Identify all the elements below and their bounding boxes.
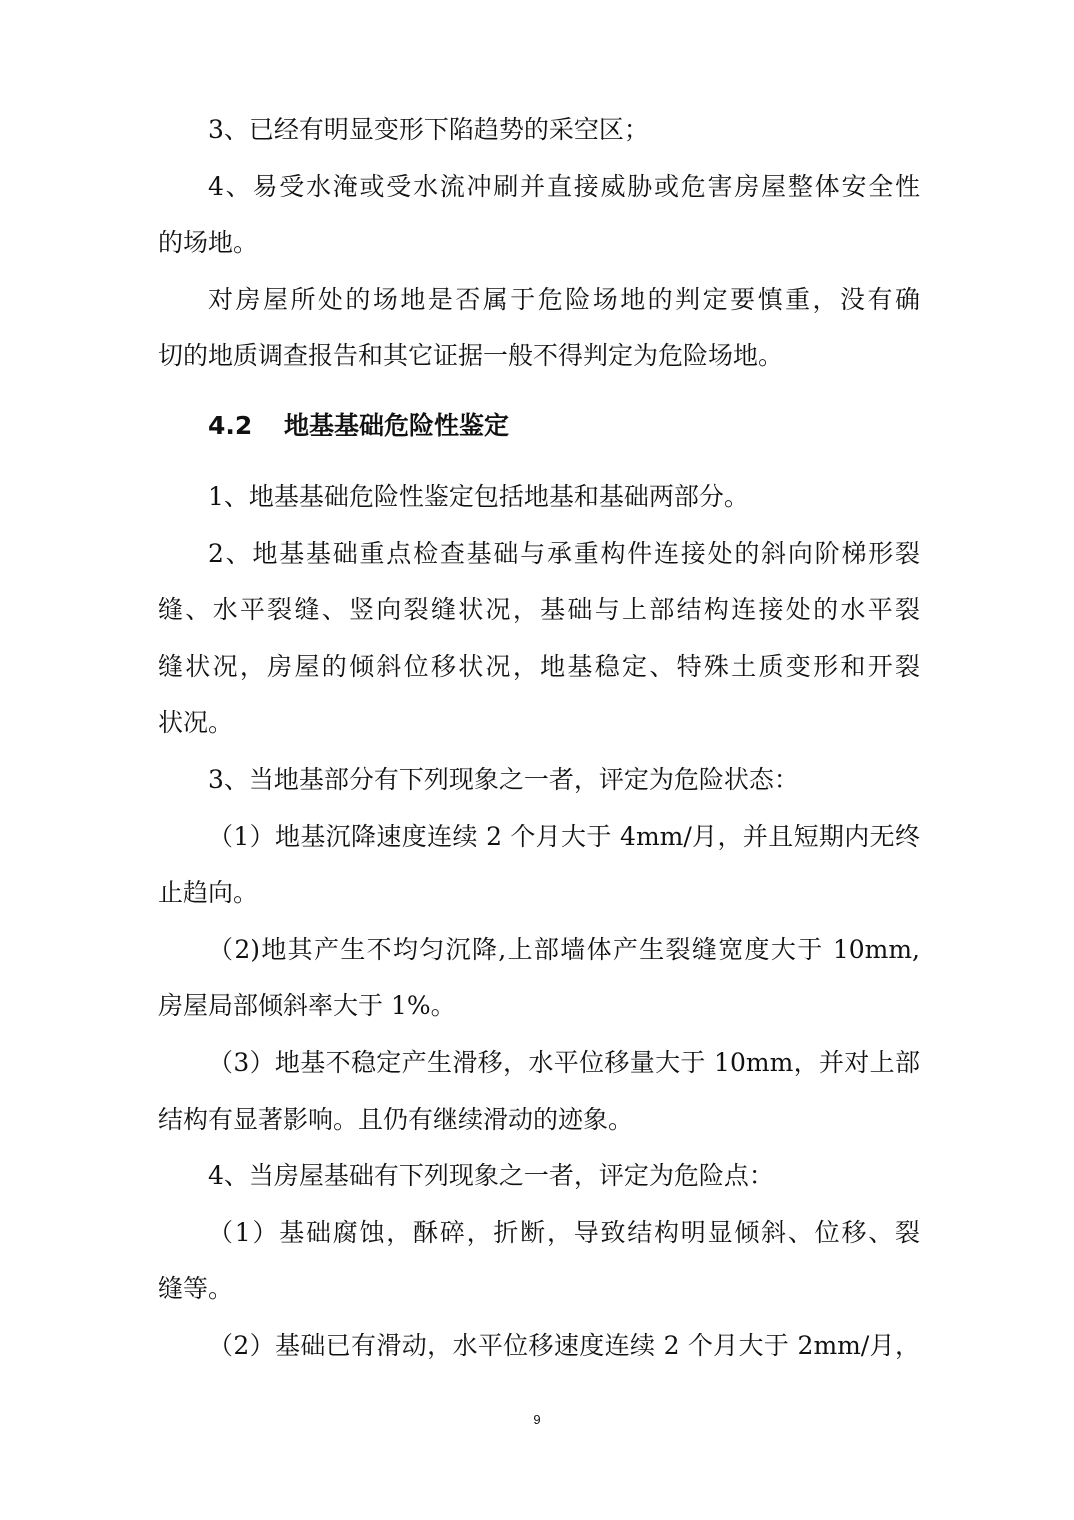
paragraphs-before-section: [158, 102, 920, 385]
text-line: 房屋局部倾斜率大于 1%。: [158, 991, 456, 1021]
text-line: 缝等。: [158, 1274, 234, 1304]
paragraph: [158, 102, 920, 159]
paragraph: [158, 1318, 920, 1375]
text-line: （2)地其产生不均匀沉降,上部墙体产生裂缝宽度大于 10mm,: [208, 934, 920, 964]
paragraph: [158, 272, 920, 385]
text-line: （1）地基沉降速度连续 2 个月大于 4mm/月，并且短期内无终: [208, 821, 920, 851]
paragraph: [158, 469, 920, 526]
text-line: 缝、水平裂缝、竖向裂缝状况，基础与上部结构连接处的水平裂: [158, 595, 920, 625]
text-line: 切的地质调查报告和其它证据一般不得判定为危险场地。: [158, 341, 784, 371]
paragraphs-after-section: [158, 469, 920, 1375]
paragraph: [158, 1205, 920, 1318]
section-number: 4.2: [208, 410, 253, 440]
text-line: （2）基础已有滑动，水平位移速度连续 2 个月大于 2mm/月，: [208, 1330, 920, 1360]
page-number: 9: [533, 1412, 541, 1427]
paragraph: [158, 1035, 920, 1148]
text-line: 状况。: [158, 708, 234, 738]
text-line: 对房屋所处的场地是否属于危险场地的判定要慎重，没有确: [208, 284, 920, 314]
paragraph: [158, 752, 920, 809]
text-line: 止趋向。: [158, 878, 259, 908]
text-line: 缝状况，房屋的倾斜位移状况，地基稳定、特殊土质变形和开裂: [158, 651, 920, 681]
text-line: 2、地基基础重点检查基础与承重构件连接处的斜向阶梯形裂: [208, 538, 920, 568]
text-line: 1、地基基础危险性鉴定包括地基和基础两部分。: [208, 481, 749, 511]
text-line: 4、当房屋基础有下列现象之一者，评定为危险点：: [208, 1161, 774, 1191]
text-line: 结构有显著影响。且仍有继续滑动的迹象。: [158, 1104, 634, 1134]
section-title: 地基基础危险性鉴定: [284, 410, 510, 440]
paragraph: [158, 922, 920, 1035]
document-body: [158, 102, 920, 1374]
text-line: （1）基础腐蚀，酥碎，折断，导致结构明显倾斜、位移、裂: [208, 1217, 920, 1247]
paragraph: [158, 1148, 920, 1205]
paragraph: [158, 159, 920, 272]
paragraph: [158, 809, 920, 922]
text-line: 的场地。: [158, 228, 259, 258]
text-line: （3）地基不稳定产生滑移，水平位移量大于 10mm，并对上部: [208, 1047, 920, 1077]
text-line: 4、易受水淹或受水流冲刷并直接威胁或危害房屋整体安全性: [208, 171, 920, 201]
text-line: 3、已经有明显变形下陷趋势的采空区；: [208, 115, 649, 144]
section-heading: [158, 391, 920, 461]
paragraph: [158, 526, 920, 752]
text-line: 3、当地基部分有下列现象之一者，评定为危险状态：: [208, 764, 799, 794]
